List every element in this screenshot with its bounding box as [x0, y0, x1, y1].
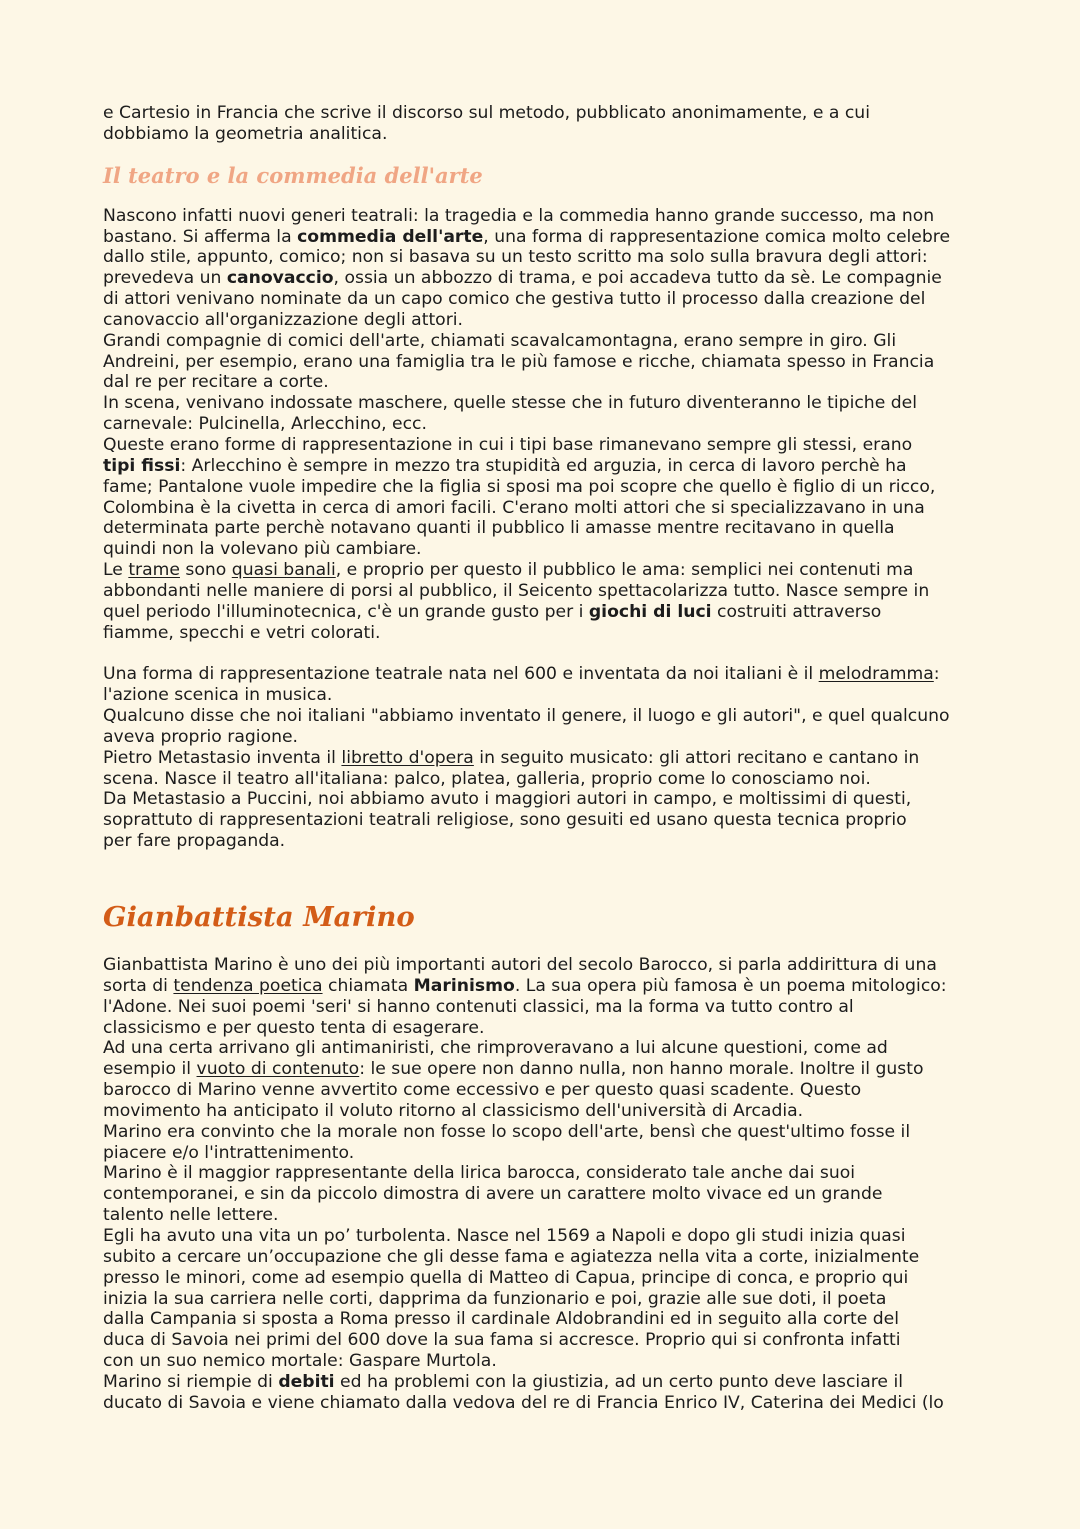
text-line — [103, 1289, 980, 1310]
text-line — [103, 769, 980, 790]
teatro-paragraph-1 — [103, 206, 980, 644]
text-run: con un suo nemico mortale: Gaspare Murtola. — [103, 1351, 497, 1372]
text-line — [103, 268, 980, 289]
text-line — [103, 1163, 980, 1184]
text-run: Colombina è la civetta in cerca di amori facili. C'erano molti attori che si specializzavano in una — [103, 497, 925, 518]
text-line — [103, 310, 980, 331]
text-line — [103, 352, 980, 373]
text-run: soprattuto di rappresentazioni teatrali religiose, sono gesuiti ed usano questa tecnica proprio — [103, 810, 907, 831]
text-run: In scena, venivano indossate maschere, quelle stesse che in futuro diventeranno le tipiche del — [103, 393, 917, 414]
text-run: determinata parte perchè notavano quanti il pubblico li amasse mentre recitavano in quella — [103, 518, 895, 539]
underlined-term: quasi banali — [231, 560, 336, 581]
text-line — [103, 477, 980, 498]
text-run: prevedeva un — [103, 268, 227, 289]
text-line — [103, 1351, 980, 1372]
text-run: : le sue opere non danno nulla, non hanno morale. Inoltre il gusto — [359, 1059, 924, 1080]
text-run: , e proprio per questo il pubblico le ama: semplici nei contenuti ma — [335, 560, 914, 581]
text-line — [103, 789, 980, 810]
text-run: Grandi compagnie di comici dell'arte, chiamati scavalcamontagna, erano sempre in giro. Gli — [103, 330, 897, 351]
text-run: bastano. Si afferma la — [103, 226, 298, 247]
text-line — [103, 124, 980, 145]
text-line — [103, 1309, 980, 1330]
text-line — [103, 414, 980, 435]
text-run: movimento ha anticipato il voluto ritorno al classicismo dell'università di Arcadia. — [103, 1100, 804, 1121]
text-run: Nascono infatti nuovi generi teatrali: la tragedia e la commedia hanno grande successo, ma non — [103, 205, 935, 226]
text-run: aveva proprio ragione. — [103, 726, 299, 747]
text-line — [103, 976, 980, 997]
text-run: duca di Savoia nei primi del 600 dove la sua fama si accresce. Proprio qui si confronta infatti — [103, 1330, 901, 1351]
text-run: quindi non la volevano più cambiare. — [103, 539, 422, 560]
text-run: Gianbattista Marino è uno dei più importanti autori del secolo Barocco, si parla addirittura di una — [103, 955, 937, 975]
text-run: e Cartesio in Francia che scrive il discorso sul metodo, pubblicato anonimamente, e a cui — [103, 103, 870, 123]
text-run: in seguito musicato: gli attori recitano e cantano in — [473, 747, 920, 768]
underlined-term: libretto d'opera — [341, 747, 474, 768]
text-line — [103, 955, 980, 976]
text-line — [103, 1268, 980, 1289]
underlined-term: melodramma — [818, 664, 934, 685]
bold-term: giochi di luci — [588, 601, 712, 622]
text-run: quel periodo l'illuminotecnica, c'è un grande gusto per i — [103, 601, 589, 622]
text-line — [103, 1184, 980, 1205]
text-line — [103, 623, 980, 644]
text-run: . La sua opera più famosa è un poema mitologico: — [514, 975, 947, 996]
text-line — [103, 227, 980, 248]
teatro-paragraph-2 — [103, 664, 980, 852]
text-run: ed ha problemi con la giustizia, ad un certo punto deve lasciare il — [334, 1371, 903, 1392]
intro-paragraph — [103, 103, 980, 145]
text-run: : — [933, 664, 940, 685]
text-line — [103, 1393, 980, 1414]
text-run: dal re per recitare a corte. — [103, 372, 329, 393]
text-run: dallo stile, appunto, comico; non si basava su un testo scritto ma solo sulla bravura degli attori: — [103, 247, 928, 268]
section-title-teatro: Il teatro e la commedia dell'arte — [103, 162, 483, 188]
text-line — [103, 1143, 980, 1164]
bold-term: commedia dell'arte — [297, 226, 484, 247]
text-line — [103, 518, 980, 539]
text-run: contemporanei, e sin da piccolo dimostra di avere un carattere molto vivace ed un grande — [103, 1184, 883, 1205]
text-run: chiamata — [322, 975, 414, 996]
bold-term: Marinismo — [413, 975, 515, 996]
paragraph-gap — [103, 643, 980, 664]
text-line — [103, 1101, 980, 1122]
text-run: sorta di — [103, 975, 174, 996]
text-run: Marino era convinto che la morale non fosse lo scopo dell'arte, bensì che quest'ultimo fosse il — [103, 1121, 911, 1142]
text-run: ducato di Savoia e viene chiamato dalla vedova del re di Francia Enrico IV, Caterina dei Medici (lo — [103, 1392, 944, 1413]
text-run: classicismo e per questo tenta di esagerare. — [103, 1017, 485, 1038]
text-line — [103, 393, 980, 414]
text-line — [103, 331, 980, 352]
text-run: piacere e/o l'intrattenimento. — [103, 1142, 355, 1163]
text-line — [103, 810, 980, 831]
text-run: per fare propaganda. — [103, 831, 286, 852]
text-line — [103, 372, 980, 393]
text-line — [103, 664, 980, 685]
bold-term: tipi fissi — [103, 455, 181, 476]
text-run: Da Metastasio a Puccini, noi abbiamo avuto i maggiori autori in campo, e moltissimi di questi, — [103, 789, 912, 810]
text-run: , ossia un abbozzo di trama, e poi accadeva tutto da sè. Le compagnie — [333, 268, 942, 289]
text-run: Qualcuno disse che noi italiani "abbiamo inventato il genere, il luogo e gli autori", e quel qualcuno — [103, 706, 950, 727]
text-run: scena. Nasce il teatro all'italiana: palco, platea, galleria, proprio come lo conosciamo noi. — [103, 768, 871, 789]
text-run: esempio il — [103, 1059, 197, 1080]
text-line — [103, 498, 980, 519]
text-run: Una forma di rappresentazione teatrale nata nel 600 e inventata da noi italiani è il — [103, 664, 819, 685]
text-run: costruiti attraverso — [711, 601, 882, 622]
text-line — [103, 1330, 980, 1351]
text-line — [103, 1059, 980, 1080]
text-line — [103, 1226, 980, 1247]
text-line — [103, 1038, 980, 1059]
text-run: subito a cercare un’occupazione che gli desse fama e agiatezza nella vita a corte, inizialmente — [103, 1246, 920, 1267]
text-line — [103, 435, 980, 456]
text-line — [103, 560, 980, 581]
text-run: presso le minori, come ad esempio quella di Matteo di Capua, principe di conca, e proprio qui — [103, 1267, 909, 1288]
text-run: canovaccio all'organizzazione degli attori. — [103, 309, 464, 330]
text-line — [103, 456, 980, 477]
text-line — [103, 247, 980, 268]
text-run: Pietro Metastasio inventa il — [103, 747, 342, 768]
text-line — [103, 685, 980, 706]
text-run: talento nelle lettere. — [103, 1205, 279, 1226]
text-line — [103, 539, 980, 560]
text-run: Egli ha avuto una vita un po’ turbolenta. Nasce nel 1569 a Napoli e dopo gli studi inizia quasi — [103, 1225, 906, 1246]
bold-term: debiti — [278, 1371, 335, 1392]
bold-term: canovaccio — [226, 268, 334, 289]
text-run: Andreini, per esempio, erano una famiglia tra le più famose e ricche, chiamata spesso in Francia — [103, 351, 935, 372]
text-run: : Arlecchino è sempre in mezzo tra stupidità ed arguzia, in cerca di lavoro perchè ha — [180, 455, 907, 476]
section-title-marino: Gianbattista Marino — [103, 901, 415, 933]
underlined-term: trame — [128, 560, 180, 581]
text-run: carnevale: Pulcinella, Arlecchino, ecc. — [103, 414, 427, 435]
text-line — [103, 706, 980, 727]
text-run: Marino si riempie di — [103, 1371, 279, 1392]
text-line — [103, 602, 980, 623]
text-run: barocco di Marino venne avvertito come eccessivo e per questo quasi scadente. Questo — [103, 1080, 862, 1101]
text-run: Le — [103, 560, 129, 581]
text-run: dalla Campania si sposta a Roma presso il cardinale Aldobrandini ed in seguito alla corte del — [103, 1309, 900, 1330]
text-line — [103, 103, 980, 124]
text-run: di attori venivano nominate da un capo comico che gestiva tutto il processo dalla creazione del — [103, 289, 926, 310]
text-line — [103, 289, 980, 310]
text-line — [103, 748, 980, 769]
text-line — [103, 727, 980, 748]
marino-paragraph-1 — [103, 955, 980, 1414]
text-run: dobbiamo la geometria analitica. — [103, 123, 388, 144]
text-run: Ad una certa arrivano gli antimaniristi, che rimproveravano a lui alcune questioni, come ad — [103, 1038, 888, 1059]
text-line — [103, 1247, 980, 1268]
text-run: abbondanti nelle maniere di porsi al pubblico, il Seicento spettacolarizza tutto. Nasce sempre in — [103, 580, 930, 601]
text-line — [103, 581, 980, 602]
text-line — [103, 831, 980, 852]
text-run: l'azione scenica in musica. — [103, 685, 333, 706]
text-line — [103, 997, 980, 1018]
text-run: Queste erano forme di rappresentazione in cui i tipi base rimanevano sempre gli stessi, erano — [103, 434, 913, 455]
text-run: l'Adone. Nei suoi poemi 'seri' si hanno contenuti classici, ma la forma va tutto contro al — [103, 996, 854, 1017]
underlined-term: tendenza poetica — [173, 975, 323, 996]
text-run: sono — [179, 560, 232, 581]
text-line — [103, 206, 980, 227]
text-line — [103, 1205, 980, 1226]
text-line — [103, 1080, 980, 1101]
text-run: fiamme, specchi e vetri colorati. — [103, 622, 381, 643]
underlined-term: vuoto di contenuto — [196, 1059, 360, 1080]
text-line — [103, 1018, 980, 1039]
text-line — [103, 1122, 980, 1143]
text-run: Marino è il maggior rappresentante della lirica barocca, considerato tale anche dai suoi — [103, 1163, 856, 1184]
text-run: , una forma di rappresentazione comica molto celebre — [483, 226, 951, 247]
text-run: fame; Pantalone vuole impedire che la figlia si sposi ma poi scopre che quello è figlio di un ricco, — [103, 476, 936, 497]
text-line — [103, 1372, 980, 1393]
text-run: inizia la sua carriera nelle corti, dapprima da funzionario e poi, grazie alle sue doti, il poeta — [103, 1288, 887, 1309]
